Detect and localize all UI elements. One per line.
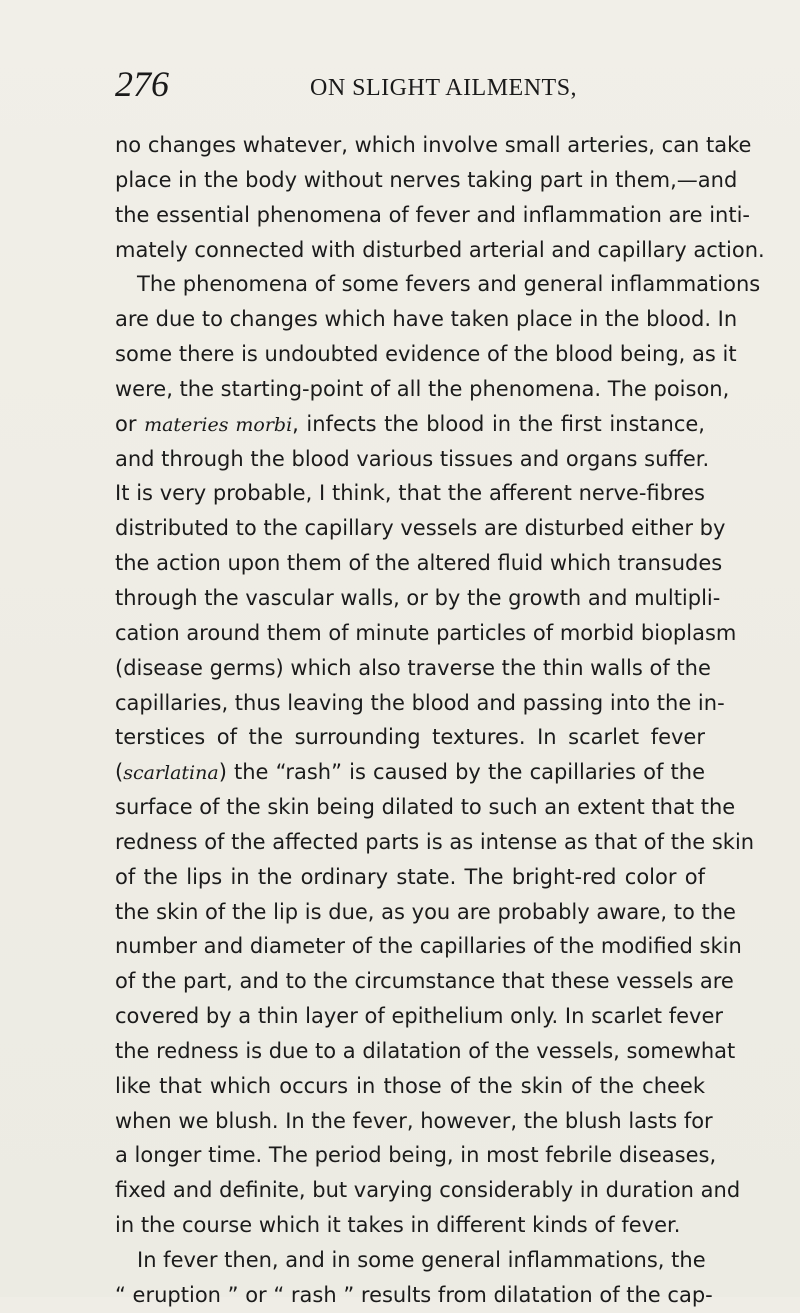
text-run: the essential phenomena of fever and inflammation are inti- xyxy=(115,202,750,227)
text-run: or xyxy=(115,411,145,436)
italic-term: scarlatina xyxy=(123,762,219,785)
text-run: a longer time. The period being, in most febrile diseases, xyxy=(115,1143,717,1168)
text-line xyxy=(115,825,755,860)
text-run: , infects the blood in the first instance, xyxy=(292,411,705,436)
body-text xyxy=(115,128,765,1313)
text-line xyxy=(115,1069,705,1104)
text-run: the action upon them of the altered fluid which transudes xyxy=(115,551,723,576)
text-run: capillaries, thus leaving the blood and passing into the in- xyxy=(115,690,725,715)
running-head: ON SLIGHT AILMENTS, xyxy=(310,75,578,101)
text-line xyxy=(115,1138,717,1173)
text-run: and through the blood various tissues and organs suffer. xyxy=(115,446,710,471)
text-line xyxy=(115,686,725,721)
text-line xyxy=(115,302,738,337)
text-line xyxy=(115,163,738,198)
text-run: like that which occurs in those of the skin of the cheek xyxy=(115,1073,705,1098)
text-line xyxy=(115,337,737,372)
text-run: “ eruption ” or “ rash ” results from dilatation of the cap- xyxy=(115,1282,713,1307)
text-run: cation around them of minute particles of morbid bioplasm xyxy=(115,620,737,645)
text-line xyxy=(115,895,736,930)
text-line xyxy=(115,407,705,442)
text-line xyxy=(115,233,765,268)
text-run: the redness is due to a dilatation of the vessels, somewhat xyxy=(115,1038,736,1063)
text-line xyxy=(115,755,705,790)
text-run: fixed and definite, but varying considerably in duration and xyxy=(115,1178,741,1203)
text-run: (disease germs) which also traverse the thin walls of the xyxy=(115,655,711,680)
text-line xyxy=(115,964,734,999)
text-run: In fever then, and in some general inflammations, the xyxy=(137,1248,706,1272)
text-line xyxy=(115,720,705,755)
text-line xyxy=(115,999,724,1034)
text-line xyxy=(115,581,721,616)
text-run: some there is undoubted evidence of the blood being, as it xyxy=(115,342,737,367)
text-run: ( xyxy=(115,760,124,785)
text-line xyxy=(115,790,736,825)
text-line xyxy=(115,1243,705,1278)
text-run: covered by a thin layer of epithelium only. In scarlet fever xyxy=(115,1004,724,1029)
text-line xyxy=(115,476,705,511)
text-line xyxy=(115,929,742,964)
text-line xyxy=(115,1104,713,1139)
text-line xyxy=(115,616,737,651)
text-run: ) the “rash” is caused by the capillaries of the xyxy=(218,760,705,785)
page-header xyxy=(115,64,700,104)
text-run: through the vascular walls, or by the growth and multipli- xyxy=(115,585,721,610)
text-run: number and diameter of the capillaries of the modified skin xyxy=(115,934,742,959)
text-line xyxy=(115,1173,741,1208)
text-run: of the part, and to the circumstance that these vessels are xyxy=(115,969,734,994)
text-line xyxy=(115,1278,713,1313)
text-run: the skin of the lip is due, as you are probably aware, to the xyxy=(115,899,736,924)
italic-term: materies morbi xyxy=(144,413,293,436)
page-number: 276 xyxy=(115,64,169,104)
text-run: redness of the affected parts is as intense as that of the skin xyxy=(115,829,755,854)
text-run: of the lips in the ordinary state. The bright-red color of xyxy=(115,864,705,889)
text-line xyxy=(115,128,752,163)
text-line xyxy=(115,372,730,407)
text-line xyxy=(115,860,705,895)
text-line xyxy=(115,198,750,233)
text-line xyxy=(115,1208,705,1243)
text-run: when we blush. In the fever, however, the blush lasts for xyxy=(115,1108,713,1133)
text-line xyxy=(115,651,711,686)
text-run: The phenomena of some fevers and general inflammations xyxy=(137,272,761,297)
text-run: distributed to the capillary vessels are disturbed either by xyxy=(115,516,726,541)
text-run: mately connected with disturbed arterial and capillary action. xyxy=(115,237,765,262)
text-run: in the course which it takes in different kinds of fever. xyxy=(115,1213,681,1238)
text-run: It is very probable, I think, that the afferent nerve-fibres xyxy=(115,481,705,506)
text-line xyxy=(115,1034,736,1069)
text-run: terstices of the surrounding textures. In scarlet fever xyxy=(115,725,705,750)
text-line xyxy=(115,511,726,546)
text-line xyxy=(115,546,723,581)
text-run: were, the starting-point of all the phenomena. The poison, xyxy=(115,376,730,401)
text-line xyxy=(115,267,761,302)
text-run: are due to changes which have taken place in the blood. In xyxy=(115,307,738,332)
text-line xyxy=(115,442,710,477)
text-run: no changes whatever, which involve small arteries, can take xyxy=(115,133,752,157)
text-run: place in the body without nerves taking part in them,—and xyxy=(115,167,738,192)
text-run: surface of the skin being dilated to such an extent that the xyxy=(115,795,736,820)
